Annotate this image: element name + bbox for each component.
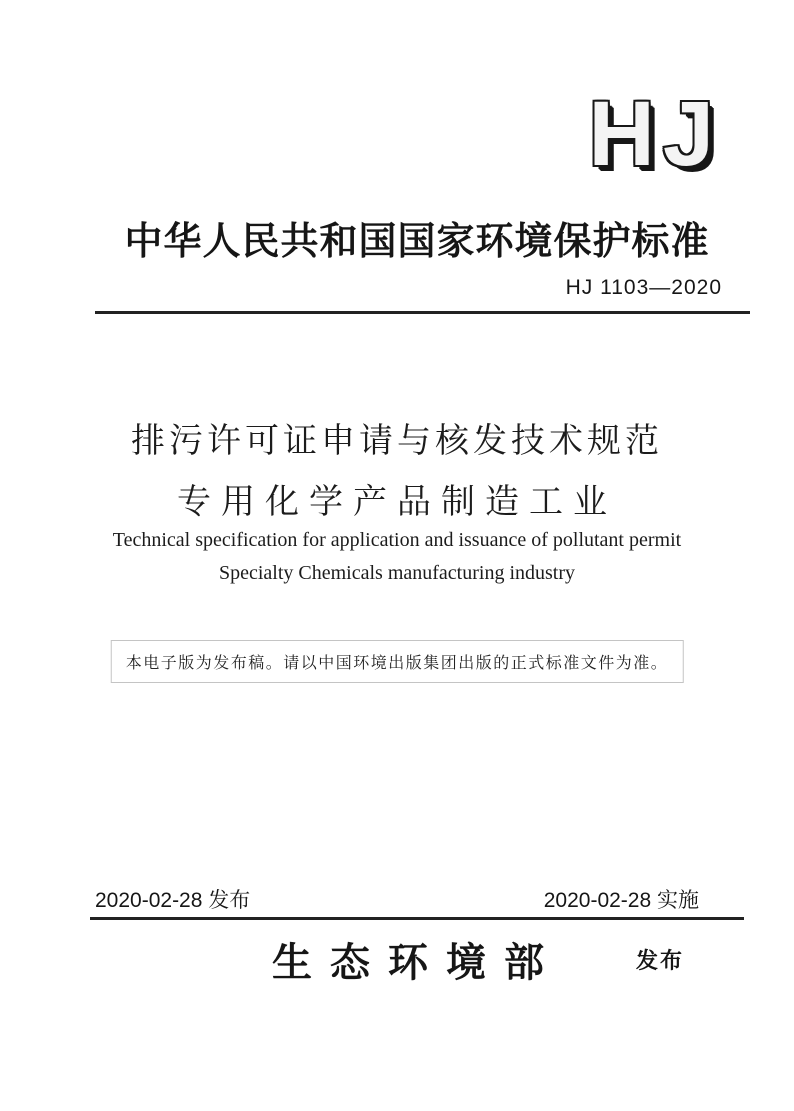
implement-date: 2020-02-28 实施 <box>543 889 699 912</box>
national-standard-title: 中华人民共和国国家环境保护标准 <box>124 221 710 263</box>
main-title-line2: 专用化学产品制造工业 <box>177 484 617 521</box>
main-title-line1: 排污许可证申请与核发技术规范 <box>131 423 663 460</box>
publisher-name: 生态环境部 <box>272 941 562 985</box>
date-row <box>95 884 745 914</box>
header-rule <box>95 311 750 314</box>
publish-label: 发布 <box>636 948 685 973</box>
footer-rule <box>90 917 744 920</box>
electronic-version-notice: 本电子版为发布稿。请以中国环境出版集团出版的正式标准文件为准。 <box>111 640 684 683</box>
issue-date: 2020-02-28 发布 <box>95 889 251 912</box>
english-title-line1: Technical specification for application and issuance of pollutant permit <box>112 529 682 551</box>
hj-logo: HJ <box>588 83 722 185</box>
english-title-line2: Specialty Chemicals manufacturing industry <box>218 562 576 584</box>
standard-number: HJ 1103—2020 <box>565 276 722 299</box>
